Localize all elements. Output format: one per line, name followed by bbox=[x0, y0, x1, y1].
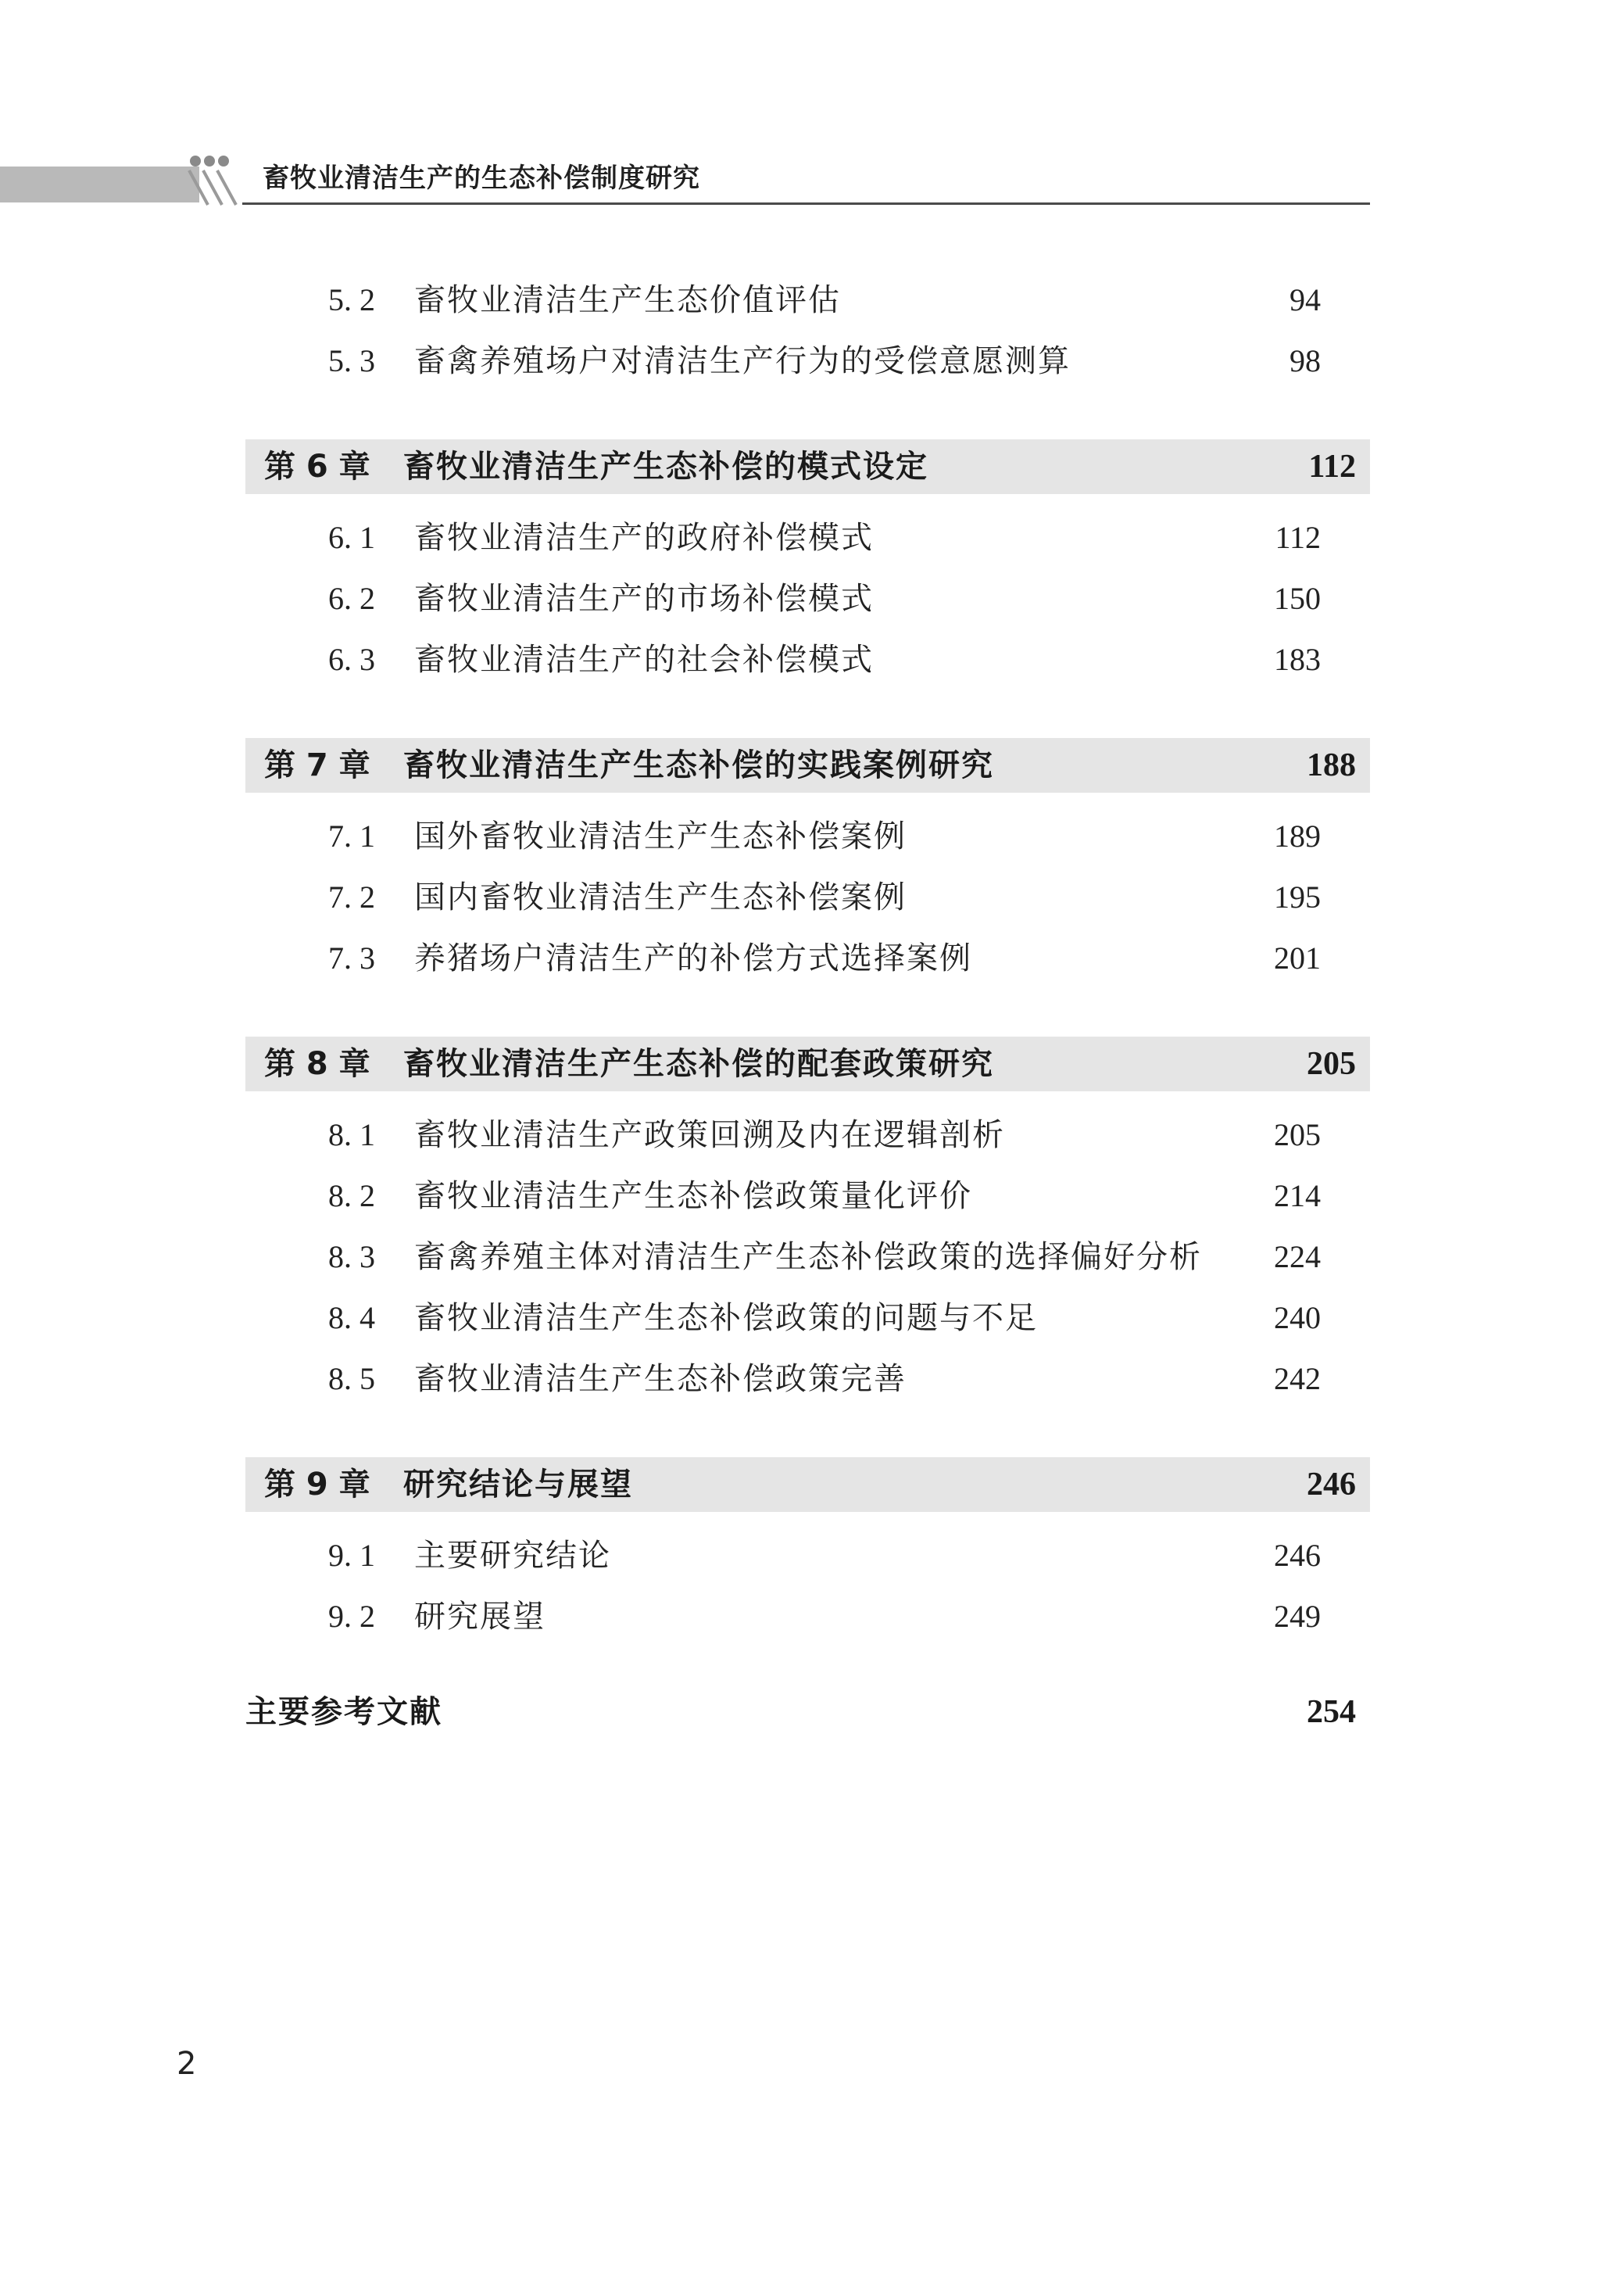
section-number: 9. 1 bbox=[328, 1538, 375, 1573]
chapter-title: 畜牧业清洁生产生态补偿的实践案例研究 bbox=[403, 747, 994, 783]
toc-chapter-9[interactable] bbox=[245, 1457, 1370, 1512]
chapter-page: 188 bbox=[1307, 747, 1356, 783]
section-title: 国内畜牧业清洁生产生态补偿案例 bbox=[414, 879, 907, 915]
section-page: 224 bbox=[1274, 1239, 1321, 1274]
section-page: 246 bbox=[1274, 1538, 1321, 1573]
section-page: 205 bbox=[1274, 1117, 1321, 1152]
section-number: 8. 5 bbox=[328, 1361, 375, 1396]
section-title: 养猪场户清洁生产的补偿方式选择案例 bbox=[414, 940, 972, 976]
chapter-page: 205 bbox=[1307, 1046, 1356, 1082]
section-page: 214 bbox=[1274, 1178, 1321, 1213]
section-title: 畜牧业清洁生产的社会补偿模式 bbox=[414, 642, 874, 678]
section-page: 249 bbox=[1274, 1599, 1321, 1634]
chapter-number: 第 8 章 bbox=[264, 1046, 370, 1082]
section-number: 5. 3 bbox=[328, 343, 375, 378]
references-page: 254 bbox=[1307, 1694, 1356, 1730]
section-page: 150 bbox=[1274, 581, 1321, 616]
chapter-title: 研究结论与展望 bbox=[403, 1467, 633, 1503]
section-number: 6. 3 bbox=[328, 642, 375, 677]
chapter-page: 112 bbox=[1308, 449, 1356, 485]
section-number: 7. 3 bbox=[328, 940, 375, 976]
section-page: 183 bbox=[1274, 642, 1321, 677]
section-number: 8. 1 bbox=[328, 1117, 375, 1152]
section-number: 7. 2 bbox=[328, 879, 375, 915]
section-page: 98 bbox=[1290, 343, 1321, 378]
section-page: 195 bbox=[1274, 879, 1321, 915]
chapter-number: 第 7 章 bbox=[264, 747, 370, 783]
section-number: 8. 4 bbox=[328, 1300, 375, 1335]
chapter-number: 第 6 章 bbox=[264, 449, 370, 485]
section-title: 畜禽养殖场户对清洁生产行为的受偿意愿测算 bbox=[414, 343, 1071, 379]
chapter-number: 第 9 章 bbox=[264, 1467, 370, 1503]
chapter-title: 畜牧业清洁生产生态补偿的配套政策研究 bbox=[403, 1046, 994, 1082]
toc-chapter-7[interactable] bbox=[245, 738, 1370, 793]
toc-chapter-8[interactable] bbox=[245, 1037, 1370, 1091]
running-header-title: 畜牧业清洁生产的生态补偿制度研究 bbox=[263, 163, 700, 194]
section-page: 240 bbox=[1274, 1300, 1321, 1335]
section-title: 畜牧业清洁生产生态补偿政策量化评价 bbox=[414, 1178, 972, 1214]
section-number: 9. 2 bbox=[328, 1599, 375, 1634]
section-number: 8. 3 bbox=[328, 1239, 375, 1274]
chapter-title: 畜牧业清洁生产生态补偿的模式设定 bbox=[403, 449, 928, 485]
section-title: 畜牧业清洁生产的市场补偿模式 bbox=[414, 581, 874, 617]
section-page: 242 bbox=[1274, 1361, 1321, 1396]
section-title: 畜牧业清洁生产生态补偿政策的问题与不足 bbox=[414, 1300, 1038, 1336]
section-page: 189 bbox=[1274, 818, 1321, 854]
chapter-page: 246 bbox=[1307, 1467, 1356, 1503]
section-number: 7. 1 bbox=[328, 818, 375, 854]
references-title: 主要参考文献 bbox=[245, 1694, 442, 1730]
section-title: 畜禽养殖主体对清洁生产生态补偿政策的选择偏好分析 bbox=[414, 1239, 1202, 1275]
section-page: 112 bbox=[1275, 520, 1321, 555]
section-title: 研究展望 bbox=[414, 1599, 546, 1635]
section-page: 94 bbox=[1290, 282, 1321, 317]
section-title: 畜牧业清洁生产的政府补偿模式 bbox=[414, 520, 874, 556]
section-title: 畜牧业清洁生产政策回溯及内在逻辑剖析 bbox=[414, 1117, 1005, 1153]
section-number: 5. 2 bbox=[328, 282, 375, 317]
toc-chapter-6[interactable] bbox=[245, 439, 1370, 494]
section-title: 畜牧业清洁生产生态补偿政策完善 bbox=[414, 1361, 907, 1397]
section-title: 国外畜牧业清洁生产生态补偿案例 bbox=[414, 818, 907, 854]
section-number: 6. 2 bbox=[328, 581, 375, 616]
section-title: 畜牧业清洁生产生态价值评估 bbox=[414, 282, 841, 318]
toc-references[interactable] bbox=[245, 1685, 1370, 1739]
section-title: 主要研究结论 bbox=[414, 1538, 611, 1574]
page-number: 2 bbox=[177, 2046, 197, 2082]
section-page: 201 bbox=[1274, 940, 1321, 976]
section-number: 6. 1 bbox=[328, 520, 375, 555]
section-number: 8. 2 bbox=[328, 1178, 375, 1213]
